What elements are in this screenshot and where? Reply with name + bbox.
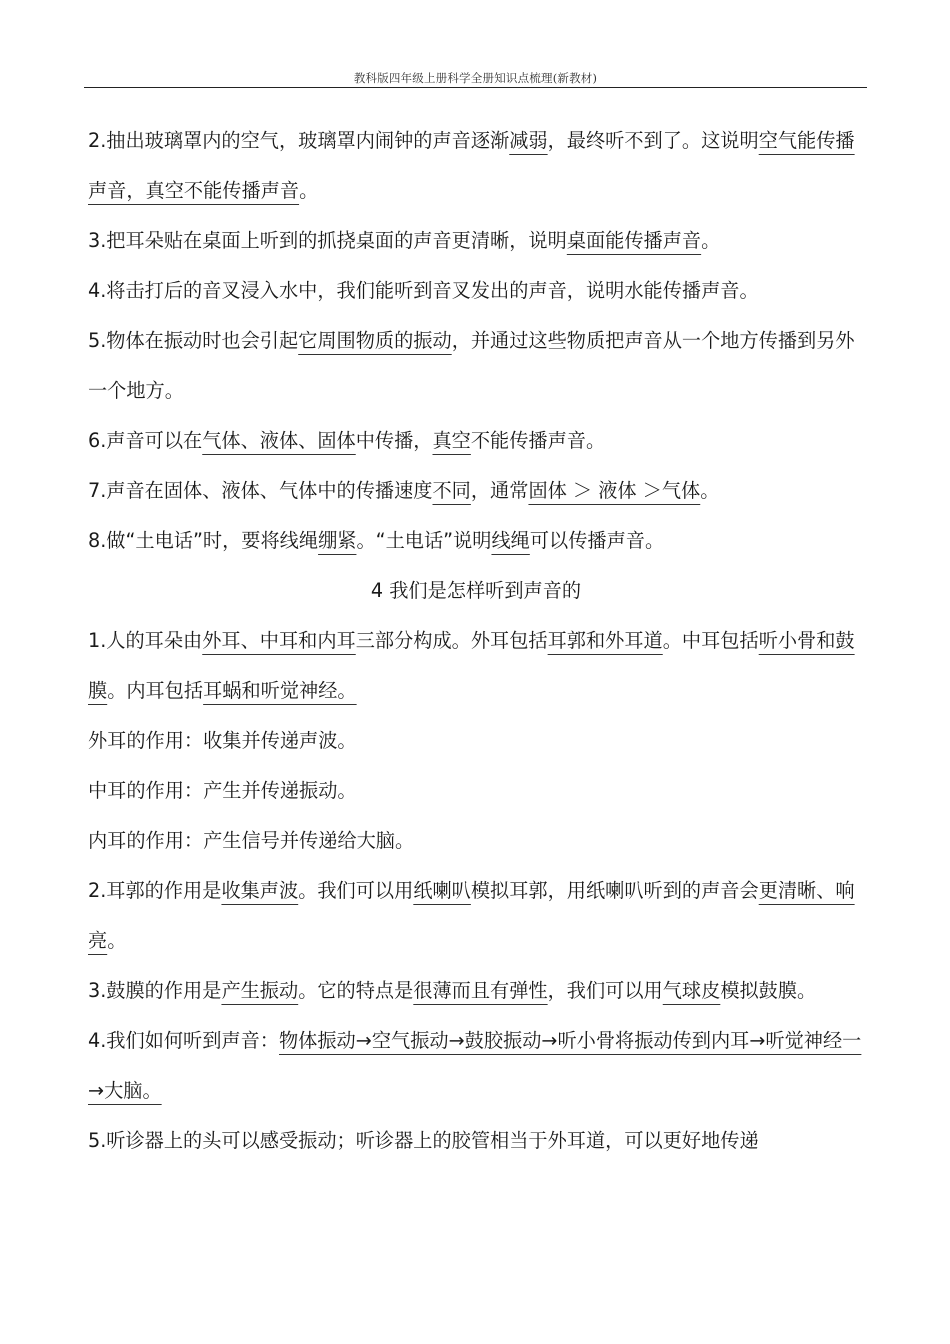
document-body bbox=[88, 116, 864, 1166]
text-segment: ，最终听不到了。这说明 bbox=[547, 129, 759, 152]
underlined-text: 真空 bbox=[432, 429, 471, 452]
inner-ear-function bbox=[88, 816, 864, 866]
underlined-text: 固体 ＞ 液体 ＞气体 bbox=[528, 479, 701, 502]
question-4 bbox=[88, 1016, 864, 1116]
middle-ear-function bbox=[88, 766, 864, 816]
underlined-text: 气球皮 bbox=[662, 979, 721, 1002]
paragraph-7 bbox=[88, 466, 864, 516]
text-segment: 中耳的作用：产生并传递振动。 bbox=[88, 779, 357, 802]
paragraph-4 bbox=[88, 266, 864, 316]
text-segment: 6.声音可以在 bbox=[88, 429, 203, 452]
text-segment: 3.鼓膜的作用是 bbox=[88, 979, 222, 1002]
underlined-text: 它周围物质的振动 bbox=[298, 329, 452, 352]
text-segment: 三部分构成。外耳包括 bbox=[355, 629, 548, 652]
section-heading: 4 我们是怎样听到声音的 bbox=[370, 579, 582, 602]
underlined-text: 很薄而且有弹性 bbox=[413, 979, 548, 1002]
paragraph-3 bbox=[88, 216, 864, 266]
underlined-text: 耳郭和外耳道 bbox=[547, 629, 663, 652]
underlined-text: 空气能传播声音，真空不能传播声音 bbox=[88, 129, 855, 202]
underlined-text: 纸喇叭 bbox=[413, 879, 471, 902]
text-segment: 不能传播声音。 bbox=[470, 429, 606, 452]
text-segment: 可以传播声音。 bbox=[529, 529, 665, 552]
text-segment: 。它的特点是 bbox=[298, 979, 414, 1002]
question-2 bbox=[88, 866, 864, 966]
underlined-text: 不同 bbox=[432, 479, 471, 502]
text-segment: 。“土电话”说明 bbox=[356, 529, 492, 552]
underlined-text: 物体振动→空气振动→鼓胶振动→听小骨将振动传到内耳→听觉神经一→大脑。 bbox=[88, 1029, 862, 1102]
text-segment: 模拟鼓膜。 bbox=[720, 979, 817, 1002]
text-segment: 5.物体在振动时也会引起 bbox=[88, 329, 299, 352]
text-segment: 。内耳包括 bbox=[107, 679, 204, 702]
question-1 bbox=[88, 616, 864, 716]
text-segment: 4.我们如何听到声音： bbox=[88, 1029, 279, 1052]
text-segment: 。 bbox=[107, 929, 127, 952]
header-rule bbox=[84, 87, 867, 88]
paragraph-8 bbox=[88, 516, 864, 566]
question-3 bbox=[88, 966, 864, 1016]
text-segment: 2.耳郭的作用是 bbox=[88, 879, 222, 902]
text-segment: 模拟耳郭，用纸喇叭听到的声音会 bbox=[470, 879, 759, 902]
underlined-text: 桌面能传播声音 bbox=[566, 229, 702, 252]
underlined-text: 收集声波 bbox=[221, 879, 299, 902]
underlined-text: 绷紧 bbox=[318, 529, 357, 552]
text-segment: ，并通过这些物质把声音从一个地方传播到另外一个地方。 bbox=[88, 329, 855, 402]
underlined-text: 产生振动 bbox=[221, 979, 299, 1002]
text-segment: 中传播， bbox=[355, 429, 433, 452]
text-segment: 2.抽出玻璃罩内的空气，玻璃罩内闹钟的声音逐渐 bbox=[88, 129, 510, 152]
text-segment: 1.人的耳朵由 bbox=[88, 629, 203, 652]
text-segment: 。 bbox=[701, 229, 721, 252]
text-segment: 。中耳包括 bbox=[662, 629, 759, 652]
text-segment: 3.把耳朵贴在桌面上听到的抓挠桌面的声音更清晰，说明 bbox=[88, 229, 567, 252]
text-segment: 5.听诊器上的头可以感受振动；听诊器上的胶管相当于外耳道，可以更好地传递 bbox=[88, 1129, 759, 1152]
text-segment: 内耳的作用：产生信号并传递给大脑。 bbox=[88, 829, 415, 852]
text-segment: 8.做“土电话”时，要将线绳 bbox=[88, 529, 319, 552]
underlined-text: 线绳 bbox=[491, 529, 530, 552]
text-segment: ，通常 bbox=[470, 479, 529, 502]
underlined-text: 减弱 bbox=[509, 129, 548, 152]
text-segment: 。 bbox=[299, 179, 319, 202]
text-segment: 7.声音在固体、液体、气体中的传播速度 bbox=[88, 479, 433, 502]
paragraph-2 bbox=[88, 116, 864, 216]
underlined-text: 外耳、中耳和内耳 bbox=[202, 629, 356, 652]
underlined-text: 耳蜗和听觉神经。 bbox=[203, 679, 357, 702]
text-segment: 。 bbox=[700, 479, 720, 502]
paragraph-5 bbox=[88, 316, 864, 416]
question-5 bbox=[88, 1116, 864, 1166]
paragraph-6 bbox=[88, 416, 864, 466]
text-segment: ，我们可以用 bbox=[547, 979, 663, 1002]
text-segment: 。我们可以用 bbox=[298, 879, 414, 902]
page-header: 教科版四年级上册科学全册知识点梳理(新教材) bbox=[353, 71, 598, 85]
underlined-text: 气体、液体、固体 bbox=[202, 429, 356, 452]
text-segment: 外耳的作用：收集并传递声波。 bbox=[88, 729, 357, 752]
underlined-text: 更清晰、响亮 bbox=[88, 879, 855, 952]
text-segment: 4.将击打后的音叉浸入水中，我们能听到音叉发出的声音，说明水能传播声音。 bbox=[88, 279, 759, 302]
outer-ear-function bbox=[88, 716, 864, 766]
underlined-text: 听小骨和鼓膜 bbox=[88, 629, 855, 702]
